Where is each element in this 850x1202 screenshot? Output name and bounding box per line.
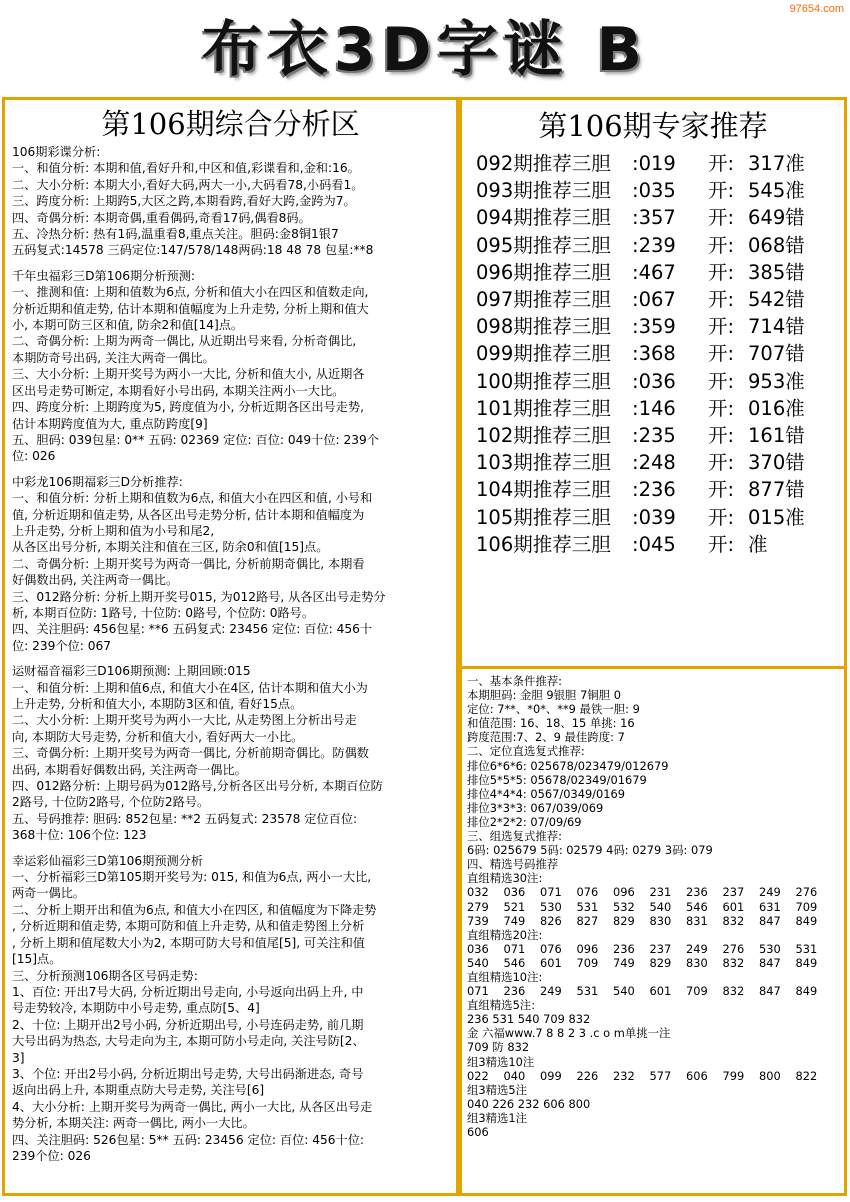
number-cell: 237 [722, 885, 745, 900]
number-cell: 577 [649, 1068, 672, 1083]
analysis-title: 第106期综合分析区 [101, 107, 360, 141]
analysis-line: 估计本期跨度值为大, 重点防跨度[9] [12, 416, 208, 431]
stats-line: 排位5*5*5: 05678/02349/01679 [467, 772, 647, 787]
pick-open-label: 开: [708, 532, 735, 556]
pick-issue: 106期推荐三胆 [476, 532, 611, 556]
pick-issue: 104期推荐三胆 [476, 478, 611, 502]
pick-open-label: 开: [708, 315, 735, 339]
number-cell: 237 [649, 941, 672, 956]
spacer [12, 465, 452, 474]
analysis-line: 一、和值分析: 分析上期和值数为6点, 和值大小在四区和值, 小号和 [12, 491, 373, 506]
pick-numbers: :235 [632, 424, 676, 448]
number-cell: 799 [722, 1068, 745, 1083]
pick-open-label: 开: [708, 288, 735, 312]
stats-text [467, 674, 839, 1139]
pick-issue: 097期推荐三胆 [476, 288, 611, 312]
number-cell: 071 [540, 885, 562, 900]
analysis-line: 二、大小分析: 上期开奖号为两小一大比, 从走势图上分析出号走 [12, 713, 357, 728]
analysis-line: 1、百位: 开出7号大码, 分析近期出号走向, 小号返向出码上升, 中 [12, 984, 364, 999]
pick-issue: 096期推荐三胆 [476, 260, 611, 284]
number-cell: 601 [649, 984, 672, 999]
stats-line: 排位4*4*4: 0567/0349/0169 [467, 786, 626, 801]
pick-result: 161错 [748, 424, 805, 448]
analysis-line: [15]点。 [12, 952, 62, 967]
number-cell: 847 [759, 913, 781, 928]
pick-issue: 100期推荐三胆 [476, 369, 611, 393]
number-cell: 076 [540, 941, 562, 956]
pick-row [476, 150, 844, 177]
number-cell: 249 [759, 885, 781, 900]
number-cell: 546 [686, 899, 708, 914]
analysis-line: 分析近期和值走势, 估计本期和值幅度为上升走势, 分析上期和值大 [12, 301, 369, 316]
number-row [467, 942, 839, 956]
analysis-line: 四、关注胆码: 526包星: 5** 五码: 23456 定位: 百位: 456十位: [12, 1132, 364, 1147]
analysis-line: 千年虫福彩三D第106期分析预测: [12, 268, 196, 283]
analysis-line: , 分析近期和值走势, 本期可防和值上升走势, 从和值走势图上分析 [12, 919, 365, 934]
analysis-line: 五码复式:14578 三码定位:147/578/148两码:18 48 78 包星:**8 [12, 243, 374, 258]
analysis-line: 中彩龙106期福彩三D分析推荐: [12, 474, 183, 489]
analysis-line: 三、跨度分析: 上期跨5,大区之跨,本期看跨,看好大跨,金跨为7。 [12, 194, 356, 209]
pick-open-label: 开: [708, 179, 735, 203]
site-watermark: 97654.com [789, 3, 844, 15]
analysis-line: 本期防奇号出码, 关注大两奇一偶比。 [12, 350, 215, 365]
stats-line: 6码: 025679 5码: 02579 4码: 0279 3码: 079 [467, 843, 713, 858]
number-cell: 096 [613, 885, 635, 900]
number-cell: 071 [503, 941, 526, 956]
analysis-line: 值, 分析近期和值走势, 从各区出号走势分析, 估计本期和值幅度为 [12, 507, 365, 522]
pick-result: 016准 [748, 396, 805, 420]
number-cell: 849 [795, 955, 818, 970]
number-cell: 829 [613, 913, 635, 928]
number-cell: 832 [722, 955, 745, 970]
analysis-line: 大号出码为热态, 大号走向为主, 本期可防小号走向, 关注号防[2、 [12, 1034, 365, 1049]
number-cell: 827 [576, 913, 599, 928]
analysis-line: 4、大小分析: 上期开奖号为两奇一偶比, 两小一大比, 从各区出号走 [12, 1099, 373, 1114]
stats-line: 本期胆码: 金胆 9银胆 7铜胆 0 [467, 688, 621, 703]
pick-result: 068错 [748, 233, 805, 257]
analysis-line: 返向出码上升, 本期重点防大号走势, 关注号[6] [12, 1083, 265, 1098]
number-cell: 847 [759, 984, 781, 999]
pick-row [476, 232, 844, 259]
pick-result: 准 [748, 532, 768, 556]
number-cell: 236 [613, 941, 635, 956]
pick-open-label: 开: [708, 233, 735, 257]
number-cell: 739 [467, 913, 489, 928]
analysis-line: 小, 本期可防三区和值, 防余2和值[14]点。 [12, 318, 244, 333]
pick-issue: 095期推荐三胆 [476, 233, 611, 257]
analysis-line: 3、个位: 开出2号小码, 分析近期出号走势, 大号出码渐进态, 奇号 [12, 1066, 364, 1081]
number-row [467, 914, 839, 928]
analysis-line: 三、大小分析: 上期开奖号为两小一大比, 分析和值大小, 从近期各 [12, 367, 365, 382]
banner-title: 布衣3D字谜 B [201, 15, 649, 85]
pick-row [476, 204, 844, 231]
stats-line: 和值范围: 16、18、15 单挑: 16 [467, 716, 635, 731]
analysis-line: 从各区出号分析, 本期关注和值在三区, 防余0和值[15]点。 [12, 540, 329, 555]
analysis-line: 号走势较冷, 本期防中小号走势, 重点防[5、4] [12, 1001, 260, 1016]
number-cell: 800 [759, 1068, 781, 1083]
pick-numbers: :146 [632, 396, 676, 420]
number-cell: 530 [759, 941, 781, 956]
pick-numbers: :036 [632, 369, 676, 393]
analysis-line: 三、奇偶分析: 上期开奖号为两奇一偶比, 分析前期奇偶比。防偶数 [12, 746, 369, 761]
pick-numbers: :357 [632, 206, 676, 230]
pick-open-label: 开: [708, 396, 735, 420]
pick-open-label: 开: [708, 424, 735, 448]
pick-open-label: 开: [708, 260, 735, 284]
analysis-line: 二、分析上期开出和值为6点, 和值大小在四区, 和值幅度为下降走势 [12, 902, 377, 917]
pick-row [476, 504, 844, 531]
pick-result: 370错 [748, 451, 805, 475]
number-row [467, 984, 839, 998]
pick-issue: 099期推荐三胆 [476, 342, 611, 366]
number-cell: 096 [576, 941, 599, 956]
pick-row [476, 395, 844, 422]
number-cell: 849 [795, 984, 818, 999]
pick-numbers: :239 [632, 233, 676, 257]
number-cell: 531 [576, 899, 599, 914]
pick-issue: 094期推荐三胆 [476, 206, 611, 230]
number-cell: 540 [613, 984, 635, 999]
analysis-line: 五、胆码: 039包星: 0** 五码: 02369 定位: 百位: 049十位: 239个 [12, 432, 379, 447]
analysis-line: 五、冷热分析: 热有1码,温重看8,重点关注。胆码:金8铜1银7 [12, 227, 339, 242]
pick-result: 545准 [748, 179, 805, 203]
pick-result: 877错 [748, 478, 805, 502]
analysis-line: 两奇一偶比。 [12, 886, 86, 901]
stats-line: 一、基本条件推荐: [467, 674, 562, 688]
overlap-watermark-text: 金 六福www.7 8 8 2 3 .c o m单挑一注 [467, 1026, 671, 1041]
number-cell: 832 [722, 984, 745, 999]
pick-result: 953准 [748, 369, 805, 393]
stats-line: 排位6*6*6: 025678/023479/012679 [467, 758, 669, 773]
analysis-line: 四、跨度分析: 上期跨度为5, 跨度值为小, 分析近期各区出号走势, [12, 400, 364, 415]
pick-issue: 103期推荐三胆 [476, 451, 611, 475]
pick-result: 385错 [748, 260, 805, 284]
analysis-line: 区出号走势可断定, 本期看好小号出码, 本期关注两小一大比。 [12, 383, 345, 398]
single-pick: 709 防 832 [467, 1040, 530, 1055]
number-cell: 276 [795, 885, 818, 900]
number-cell: 521 [503, 899, 526, 914]
number-cell: 749 [613, 955, 635, 970]
number-cell: 226 [576, 1068, 599, 1083]
analysis-line: 一、和值分析: 本期和值,看好升和,中区和值,彩谍看和,金和:16。 [12, 161, 360, 176]
pick-issue: 105期推荐三胆 [476, 505, 611, 529]
pick-issue: 102期推荐三胆 [476, 424, 611, 448]
pick-row [476, 286, 844, 313]
pick-result: 317准 [748, 152, 805, 175]
number-row [467, 956, 839, 970]
group20-label: 直组精选20注: [467, 927, 543, 942]
analysis-line: 四、关注胆码: 456包星: **6 五码复式: 23456 定位: 百位: 456十 [12, 622, 373, 637]
pick-numbers: :039 [632, 505, 676, 529]
pick-result: 015准 [748, 505, 805, 529]
number-cell: 540 [467, 955, 489, 970]
stats-line: 跨度范围:7、2、9 最佳跨度: 7 [467, 730, 625, 745]
number-cell: 832 [722, 913, 745, 928]
number-row [467, 900, 839, 914]
analysis-line: 一、推测和值: 上期和值数为6点, 分析和值大小在四区和值数走向, [12, 285, 369, 300]
pick-open-label: 开: [708, 451, 735, 475]
pick-open-label: 开: [708, 369, 735, 393]
number-cell: 040 [503, 1068, 526, 1083]
number-cell: 829 [649, 955, 672, 970]
number-cell: 279 [467, 899, 489, 914]
pick-numbers: :019 [632, 152, 676, 175]
number-cell: 032 [467, 885, 489, 900]
analysis-line: 三、012路分析: 分析上期开奖号015, 为012路号, 从各区出号走势分 [12, 589, 386, 604]
number-row [467, 885, 839, 899]
number-cell: 830 [686, 955, 708, 970]
analysis-line: 239个位: 026 [12, 1148, 91, 1163]
analysis-line: 上升走势, 分析上期和值为小号和尾2, [12, 523, 215, 538]
analysis-line: 上升走势, 分析和值大小, 本期防3区和值, 看好15点。 [12, 697, 303, 711]
number-row [467, 1069, 839, 1083]
stats-line: 四、精选号码推荐 [467, 857, 559, 872]
number-cell: 532 [613, 899, 635, 914]
pick-open-label: 开: [708, 342, 735, 366]
pick-row [476, 476, 844, 503]
stats-line: 定位: 7**、*0*、**9 最铁一胆: 9 [467, 702, 640, 717]
number-cell: 022 [467, 1068, 489, 1083]
number-cell: 276 [722, 941, 745, 956]
pick-row [476, 313, 844, 340]
group3-5-values: 040 226 232 606 800 [467, 1096, 591, 1111]
number-cell: 076 [576, 885, 599, 900]
analysis-line: 向, 本期防大号走势, 分析和值大小, 看好两大一小比。 [12, 729, 304, 744]
analysis-line: 幸运彩仙福彩三D第106期预测分析 [12, 853, 204, 868]
number-cell: 830 [649, 913, 672, 928]
pick-numbers: :359 [632, 315, 676, 339]
analysis-line: 368十位: 106个位: 123 [12, 828, 147, 843]
pick-row [476, 368, 844, 395]
pick-issue: 098期推荐三胆 [476, 315, 611, 339]
number-cell: 709 [686, 984, 708, 999]
analysis-line: 五、号码推荐: 胆码: 852包星: **2 五码复式: 23578 定位百位: [12, 811, 358, 826]
number-cell: 826 [540, 913, 562, 928]
analysis-line: 势分析, 本期关注: 两奇一偶比, 两小一大比。 [12, 1116, 255, 1131]
stats-line: 直组精选30注: [467, 871, 543, 886]
pick-numbers: :467 [632, 260, 676, 284]
analysis-line: 三、分析预测106期各区号码走势: [12, 968, 198, 983]
pick-numbers: :368 [632, 342, 676, 366]
number-cell: 071 [467, 984, 489, 999]
analysis-line: 2、十位: 上期开出2号小码, 分析近期出号, 小号连码走势, 前几期 [12, 1017, 364, 1032]
pick-numbers: :067 [632, 288, 676, 312]
number-cell: 249 [540, 984, 562, 999]
number-cell: 709 [576, 955, 599, 970]
number-cell: 822 [795, 1068, 818, 1083]
pick-open-label: 开: [708, 478, 735, 502]
pick-result: 707错 [748, 342, 805, 366]
spacer [12, 844, 452, 853]
spacer [12, 654, 452, 663]
stats-line: 排位3*3*3: 067/039/069 [467, 800, 604, 815]
number-cell: 236 [686, 885, 708, 900]
analysis-line: 二、奇偶分析: 上期开奖号为两奇一偶比, 分析前期奇偶比, 本期看 [12, 556, 365, 571]
number-cell: 749 [503, 913, 526, 928]
pick-row [476, 449, 844, 476]
number-cell: 831 [686, 913, 708, 928]
analysis-line: 位: 026 [12, 449, 56, 464]
number-cell: 232 [613, 1068, 635, 1083]
number-cell: 530 [540, 899, 562, 914]
expert-picks-list [476, 150, 844, 558]
pick-result: 714错 [748, 315, 805, 339]
pick-row [476, 340, 844, 367]
group3-10-label: 组3精选10注 [467, 1054, 535, 1069]
pick-open-label: 开: [708, 152, 735, 175]
analysis-line: 位: 239个位: 067 [12, 638, 112, 653]
number-cell: 601 [540, 955, 562, 970]
analysis-text [12, 144, 452, 1164]
analysis-line: 出码, 本期看好偶数出码, 关注两奇一偶比。 [12, 762, 247, 777]
analysis-line: 二、奇偶分析: 上期为两奇一偶比, 从近期出号来看, 分析奇偶比, [12, 334, 357, 349]
pick-result: 542错 [748, 288, 805, 312]
number-cell: 847 [759, 955, 781, 970]
number-cell: 606 [686, 1068, 708, 1083]
analysis-line: 运财福音福彩三D106期预测: 上期回顾:015 [12, 664, 251, 679]
number-cell: 036 [467, 941, 489, 956]
number-cell: 546 [503, 955, 526, 970]
pick-numbers: :248 [632, 451, 676, 475]
analysis-line: 析, 本期百位防: 1路号, 十位防: 0路号, 个位防: 0路号。 [12, 605, 315, 620]
analysis-line: 一、和值分析: 上期和值6点, 和值大小在4区, 估计本期和值大小为 [12, 680, 368, 695]
expert-title: 第106期专家推荐 [538, 109, 768, 143]
number-cell: 531 [795, 941, 818, 956]
analysis-line: 二、大小分析: 本期大小,看好大码,两大一小,大码看78,小码看1。 [12, 177, 364, 192]
number-cell: 540 [649, 899, 672, 914]
stats-line: 排位2*2*2: 07/09/69 [467, 814, 582, 829]
group3-1-label: 组3精选1注 [467, 1110, 528, 1125]
pick-issue: 093期推荐三胆 [476, 179, 611, 203]
number-cell: 099 [540, 1068, 562, 1083]
pick-issue: 092期推荐三胆 [476, 152, 611, 175]
stats-line: 三、组选复式推荐: [467, 829, 562, 844]
group5-label: 直组精选5注: [467, 998, 536, 1013]
number-cell: 231 [649, 885, 672, 900]
analysis-line: 一、分析福彩三D第105期开奖号为: 015, 和值为6点, 两小一大比, [12, 870, 372, 885]
pick-open-label: 开: [708, 206, 735, 230]
pick-open-label: 开: [708, 505, 735, 529]
pick-issue: 101期推荐三胆 [476, 396, 611, 420]
analysis-line: 四、012路分析: 上期号码为012路号,分析各区出号分析, 本期百位防 [12, 779, 383, 794]
stats-line: 二、定位直选复式推荐: [467, 744, 585, 759]
group3-5-label: 组3精选5注 [467, 1082, 528, 1097]
pick-numbers: :045 [632, 532, 676, 556]
number-cell: 709 [795, 899, 818, 914]
number-cell: 531 [576, 984, 599, 999]
number-cell: 249 [686, 941, 708, 956]
analysis-line: 2路号, 十位防2路号, 个位防2路号。 [12, 795, 210, 810]
analysis-line: , 分析上期和值尾数大小为2, 本期可防大号和值尾[5], 可关注和值 [12, 935, 365, 950]
pick-row [476, 259, 844, 286]
spacer [12, 259, 452, 268]
number-cell: 036 [503, 885, 526, 900]
group3-1-values: 606 [467, 1125, 489, 1139]
analysis-line: 四、奇偶分析: 本期奇偶,重看偶码,奇看17码,偶看8码。 [12, 210, 311, 225]
pick-row [476, 531, 844, 558]
group10-label: 直组精选10注: [467, 969, 543, 984]
number-cell: 601 [722, 899, 745, 914]
banner [0, 12, 850, 88]
pick-row [476, 177, 844, 204]
pick-row [476, 422, 844, 449]
analysis-line: 3] [12, 1050, 25, 1065]
pick-numbers: :236 [632, 478, 676, 502]
pick-result: 649错 [748, 206, 805, 230]
number-cell: 631 [759, 899, 781, 914]
number-cell: 849 [795, 913, 818, 928]
pick-numbers: :035 [632, 179, 676, 203]
analysis-line: 好偶数出码, 关注两奇一偶比。 [12, 573, 179, 588]
group5-values: 236 531 540 709 832 [467, 1012, 591, 1027]
number-cell: 236 [503, 984, 526, 999]
analysis-line: 106期彩谍分析: [12, 145, 101, 159]
